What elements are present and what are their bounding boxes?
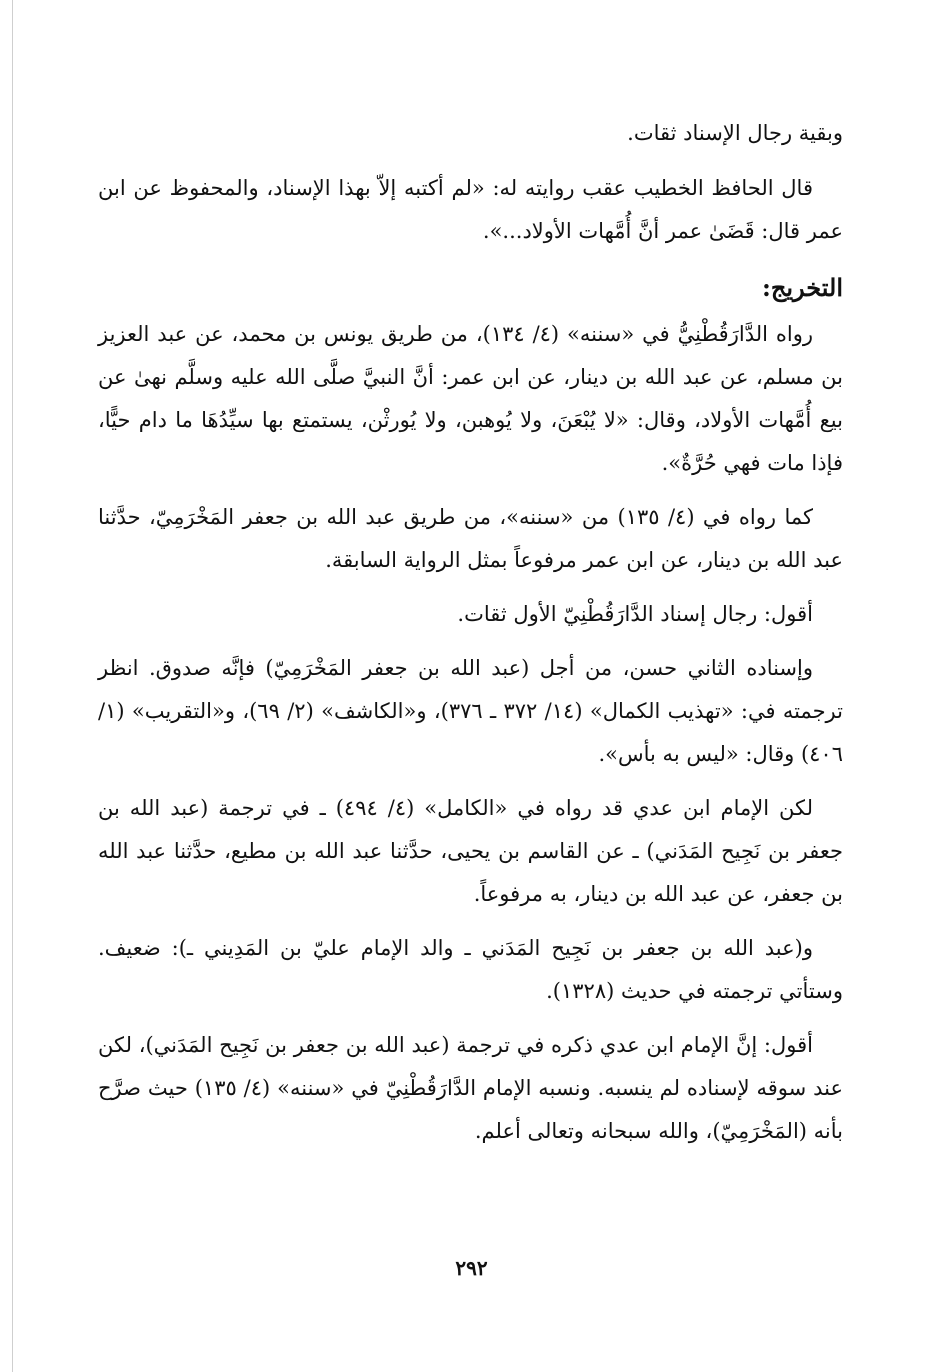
paragraph-first-chain-verdict: أقول: رجال إسناد الدَّارَقُطْنِيّ الأول ثقات. xyxy=(457,602,813,626)
paragraph-narrator-weak: و(عبد الله بن جعفر بن نَجِيح المَدَني ـ والد الإمام عليّ بن المَدِيني ـ): ضعيف. وستأتي ترجمته في حديث (١٣٢٨). xyxy=(98,936,843,1003)
paragraph-narrators-trusted: وبقية رجال الإسناد ثقات. xyxy=(627,121,843,145)
paragraph-ibn-adi-narration: لكن الإمام ابن عدي قد رواه في «الكامل» (٤/ ٤٩٤) ـ في ترجمة (عبد الله بن جعفر بن نَجِيح المَدَني) ـ عن القاسم بن يحيى، حدَّثنا عبد الله بن مطيع، حدَّثنا عبد الله بن جعفر، عن عبد الله بن دينار، به مرفوعاً. xyxy=(98,796,843,906)
paragraph-second-chain-verdict: وإسناده الثاني حسن، من أجل (عبد الله بن جعفر المَخْرَمِيّ) فإنَّه صدوق. انظر ترجمته في: «تهذيب الكمال» (١٤/ ٣٧٢ ـ ٣٧٦)، و«الكاشف» (٢/ ٦٩)، و«التقريب» (١/ ٤٠٦) وقال: «ليس به بأس». xyxy=(98,656,843,766)
page-body xyxy=(98,112,843,1164)
paragraph-second-narration: كما رواه في (٤/ ١٣٥) من «سننه»، من طريق عبد الله بن جعفر المَخْرَمِيّ، حدَّثنا عبد الله بن دينار، عن ابن عمر مرفوعاً بمثل الرواية السابقة. xyxy=(98,505,843,572)
paragraph-conclusion: أقول: إنَّ الإمام ابن عدي ذكره في ترجمة (عبد الله بن جعفر بن نَجِيح المَدَني)، لكن عند سوقه لإسناده لم ينسبه. ونسبه الإمام الدَّارَقُطْنِيّ في «سننه» (٤/ ١٣٥) حيث صرَّح بأنه (المَخْرَمِيّ)، والله سبحانه وتعالى أعلم. xyxy=(98,1033,843,1143)
page-gutter-line xyxy=(12,0,13,1372)
paragraph-daraqutni-narration: رواه الدَّارَقُطْنِيُّ في «سننه» (٤/ ١٣٤)، من طريق يونس بن محمد، عن عبد العزيز بن مسلم، عن عبد الله بن دينار، عن ابن عمر: أنَّ النبيَّ صلَّى الله عليه وسلَّم نهىٰ عن بيع أُمَّهات الأولاد، وقال: «لا يُبْعَنَ، ولا يُوهبن، ولا يُورثْن، يستمتع بها سيِّدُهَا ما دام حيًّا، فإذا مات فهي حُرَّةٌ». xyxy=(98,322,843,475)
paragraph-khatib-comment: قال الحافظ الخطيب عقب روايته له: «لم أكتبه إلاّ بهذا الإسناد، والمحفوظ عن ابن عمر قال: قَضَىٰ عمر أنَّ أُمَّهات الأولاد...». xyxy=(98,176,843,243)
page-number: ٢٩٢ xyxy=(455,1256,488,1280)
section-heading-takhrij: التخريج: xyxy=(762,273,843,302)
